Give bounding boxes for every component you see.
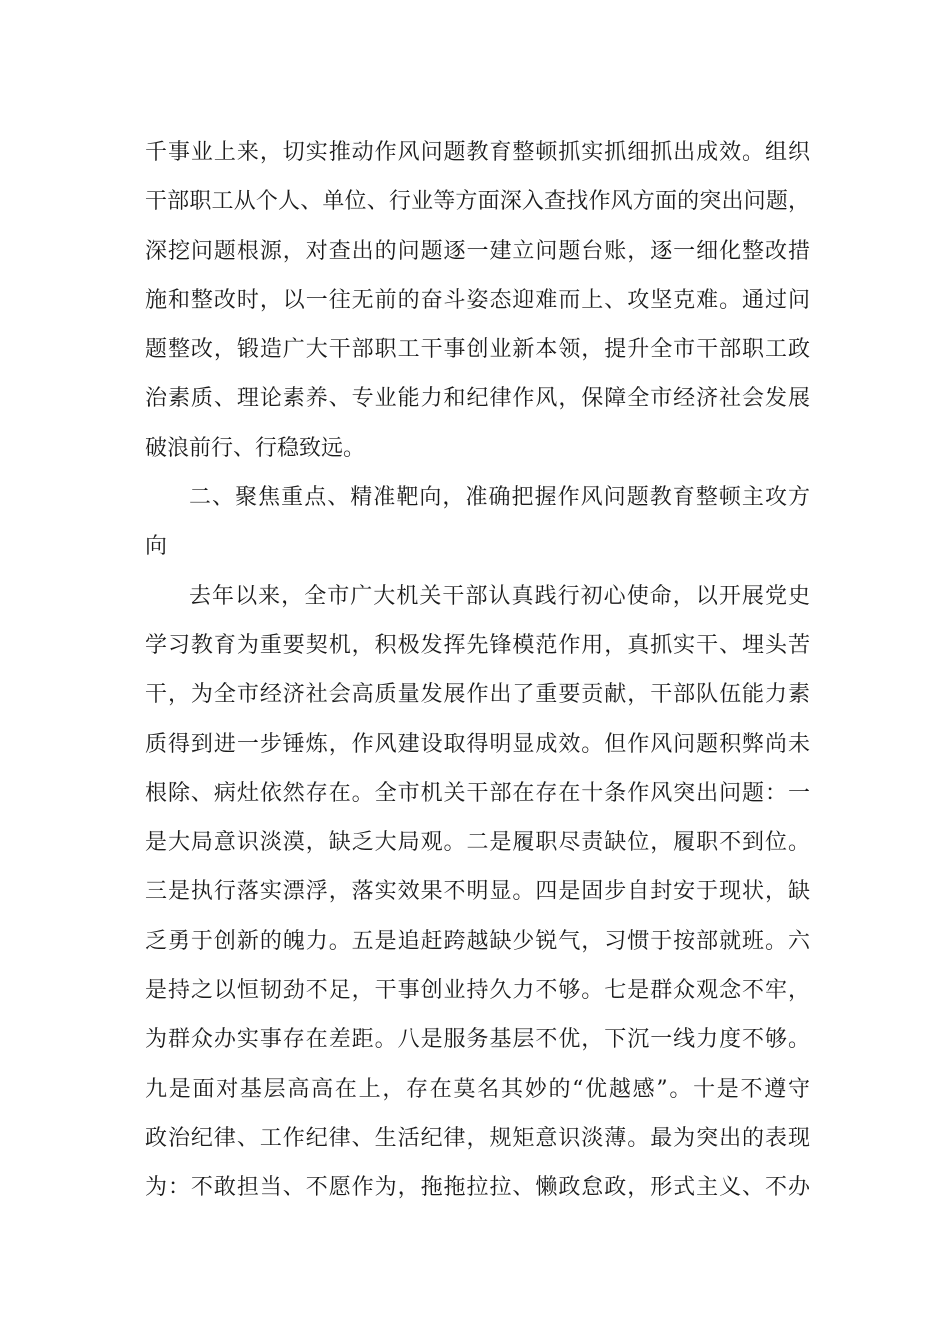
text-line: 为群众办实事存在差距。八是服务基层不优，下沉一线力度不够。 — [145, 1027, 810, 1053]
section-heading-2 — [145, 473, 810, 572]
text-line: 题整改，锻造广大干部职工干事创业新本领，提升全市干部职工政 — [145, 337, 810, 363]
text-line: 政治纪律、工作纪律、生活纪律，规矩意识淡薄。最为突出的表现 — [145, 1125, 810, 1151]
text-line: 去年以来，全市广大机关干部认真践行初心使命，以开展党史 — [189, 583, 810, 609]
text-line: 三是执行落实漂浮，落实效果不明显。四是固步自封安于现状，缺 — [145, 879, 810, 905]
text-line: 干部职工从个人、单位、行业等方面深入查找作风方面的突出问题， — [145, 189, 810, 215]
text-line: 治素质、理论素养、专业能力和纪律作风，保障全市经济社会发展 — [145, 386, 810, 412]
text-line: 质得到进一步锤炼，作风建设取得明显成效。但作风问题积弊尚未 — [145, 731, 810, 757]
text-line: 干，为全市经济社会高质量发展作出了重要贡献，干部队伍能力素 — [145, 682, 810, 708]
text-line: 根除、病灶依然存在。全市机关干部在存在十条作风突出问题：一 — [145, 780, 810, 806]
heading-line: 向 — [145, 534, 168, 560]
paragraph-1 — [145, 128, 810, 473]
text-line: 为：不敢担当、不愿作为，拖拖拉拉、懒政怠政，形式主义、不办 — [145, 1175, 810, 1201]
text-line: 施和整改时，以一往无前的奋斗姿态迎难而上、攻坚克难。通过问 — [145, 287, 810, 313]
text-line: 学习教育为重要契机，积极发挥先锋模范作用，真抓实干、埋头苦 — [145, 632, 810, 658]
text-line: 千事业上来，切实推动作风问题教育整顿抓实抓细抓出成效。组织 — [145, 140, 810, 165]
text-line: 破浪前行、行稳致远。 — [145, 435, 366, 461]
text-line: 九是面对基层高高在上，存在莫名其妙的“优越感”。十是不遵守 — [145, 1076, 810, 1102]
text-line: 乏勇于创新的魄力。五是追赶跨越缺少锐气，习惯于按部就班。六 — [145, 928, 810, 954]
text-line: 是持之以恒韧劲不足，干事创业持久力不够。七是群众观念不牢， — [145, 978, 810, 1004]
text-line: 深挖问题根源，对查出的问题逐一建立问题台账，逐一细化整改措 — [145, 238, 810, 264]
paragraph-3 — [145, 572, 810, 1213]
text-line: 是大局意识淡漠，缺乏大局观。二是履职尽责缺位，履职不到位。 — [145, 830, 810, 856]
document-body — [145, 128, 810, 1213]
heading-line: 二、聚焦重点、精准靶向，准确把握作风问题教育整顿主攻方 — [189, 485, 810, 511]
